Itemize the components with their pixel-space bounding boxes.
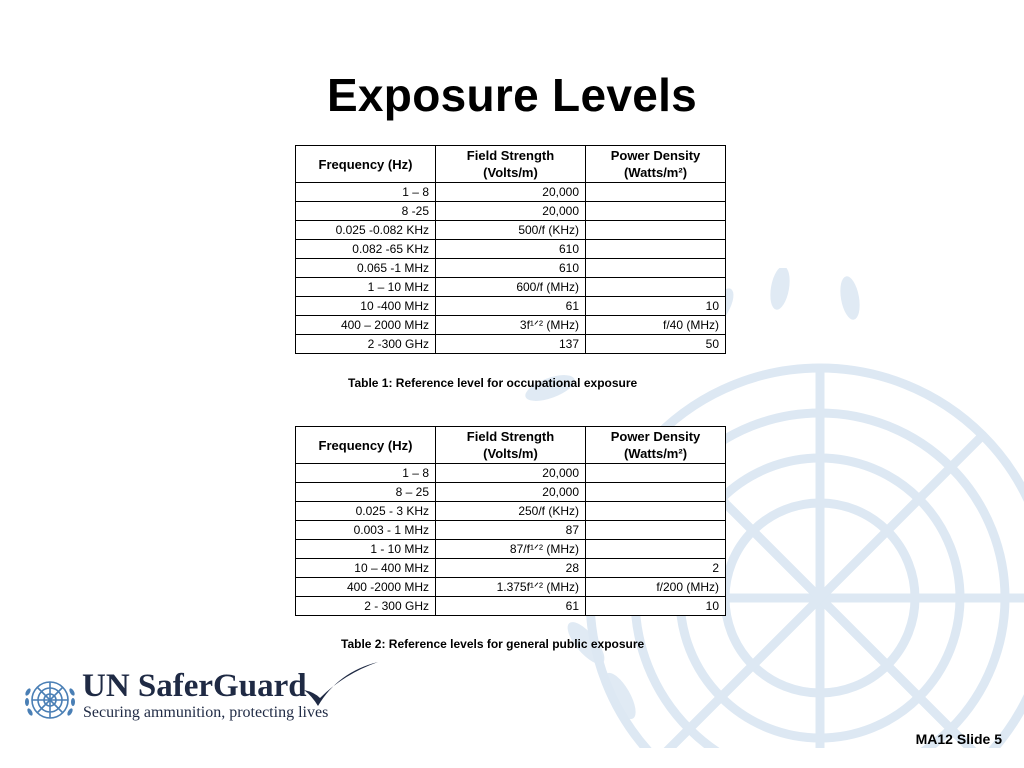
table-row [296,521,726,540]
header-field-strength: Field Strength (Volts/m) [436,427,586,464]
cell-power-density [586,483,726,502]
cell-frequency: 10 – 400 MHz [296,559,436,578]
cell-power-density [586,202,726,221]
cell-frequency: 2 -300 GHz [296,335,436,354]
cell-power-density: 10 [586,597,726,616]
un-saferguard-logo [22,660,382,724]
cell-power-density [586,540,726,559]
cell-field-strength: 250/f (KHz) [436,502,586,521]
public-exposure-table [295,426,726,616]
un-globe-icon [22,672,78,728]
cell-field-strength: 20,000 [436,483,586,502]
cell-field-strength: 28 [436,559,586,578]
cell-frequency: 1 – 8 [296,183,436,202]
cell-frequency: 0.025 -0.082 KHz [296,221,436,240]
cell-field-strength: 610 [436,259,586,278]
cell-frequency: 2 - 300 GHz [296,597,436,616]
table-row [296,183,726,202]
table1-caption: Table 1: Reference level for occupational exposure [348,376,638,390]
cell-frequency: 400 -2000 MHz [296,578,436,597]
table-row [296,240,726,259]
table-row [296,502,726,521]
cell-power-density [586,183,726,202]
table-row [296,597,726,616]
table-row [296,464,726,483]
occupational-exposure-table [295,145,726,354]
table-row [296,221,726,240]
cell-frequency: 0.082 -65 KHz [296,240,436,259]
table-row [296,540,726,559]
cell-power-density: 2 [586,559,726,578]
header-power-density: Power Density (Watts/m²) [586,146,726,183]
cell-frequency: 400 – 2000 MHz [296,316,436,335]
slide-number: MA12 Slide 5 [915,731,1002,747]
table-row [296,316,726,335]
table-row [296,559,726,578]
cell-field-strength: 87 [436,521,586,540]
cell-power-density: 50 [586,335,726,354]
cell-field-strength: 61 [436,297,586,316]
cell-frequency: 1 – 8 [296,464,436,483]
cell-frequency: 1 – 10 MHz [296,278,436,297]
checkmark-icon [300,660,380,710]
cell-power-density: f/200 (MHz) [586,578,726,597]
cell-power-density [586,502,726,521]
header-field-strength: Field Strength (Volts/m) [436,146,586,183]
cell-field-strength: 610 [436,240,586,259]
cell-field-strength: 87/f¹ᐟ² (MHz) [436,540,586,559]
table-header-row [296,427,726,464]
table-row [296,202,726,221]
cell-frequency: 0.003 - 1 MHz [296,521,436,540]
table-row [296,297,726,316]
logo-name: UN SaferGuard [82,668,307,704]
table2-caption: Table 2: Reference levels for general public exposure [341,637,645,651]
cell-frequency: 8 -25 [296,202,436,221]
cell-field-strength: 3f¹ᐟ² (MHz) [436,316,586,335]
cell-frequency: 8 – 25 [296,483,436,502]
cell-frequency: 10 -400 MHz [296,297,436,316]
cell-field-strength: 137 [436,335,586,354]
cell-field-strength: 20,000 [436,202,586,221]
cell-power-density [586,259,726,278]
header-power-density: Power Density (Watts/m²) [586,427,726,464]
table-body [296,183,726,354]
cell-field-strength: 1.375f¹ᐟ² (MHz) [436,578,586,597]
slide-title: Exposure Levels [326,69,698,121]
cell-field-strength: 500/f (KHz) [436,221,586,240]
header-frequency: Frequency (Hz) [296,146,436,183]
cell-frequency: 0.065 -1 MHz [296,259,436,278]
header-frequency: Frequency (Hz) [296,427,436,464]
cell-power-density [586,221,726,240]
table-row [296,259,726,278]
logo-tagline: Securing ammunition, protecting lives [83,704,329,721]
cell-field-strength: 20,000 [436,464,586,483]
table-body [296,464,726,616]
cell-field-strength: 61 [436,597,586,616]
cell-power-density: 10 [586,297,726,316]
cell-power-density [586,240,726,259]
table-row [296,578,726,597]
cell-power-density [586,521,726,540]
cell-frequency: 0.025 - 3 KHz [296,502,436,521]
table-row [296,335,726,354]
cell-frequency: 1 - 10 MHz [296,540,436,559]
cell-power-density: f/40 (MHz) [586,316,726,335]
cell-field-strength: 600/f (MHz) [436,278,586,297]
cell-field-strength: 20,000 [436,183,586,202]
table-header-row [296,146,726,183]
table-row [296,278,726,297]
cell-power-density [586,464,726,483]
cell-power-density [586,278,726,297]
table-row [296,483,726,502]
